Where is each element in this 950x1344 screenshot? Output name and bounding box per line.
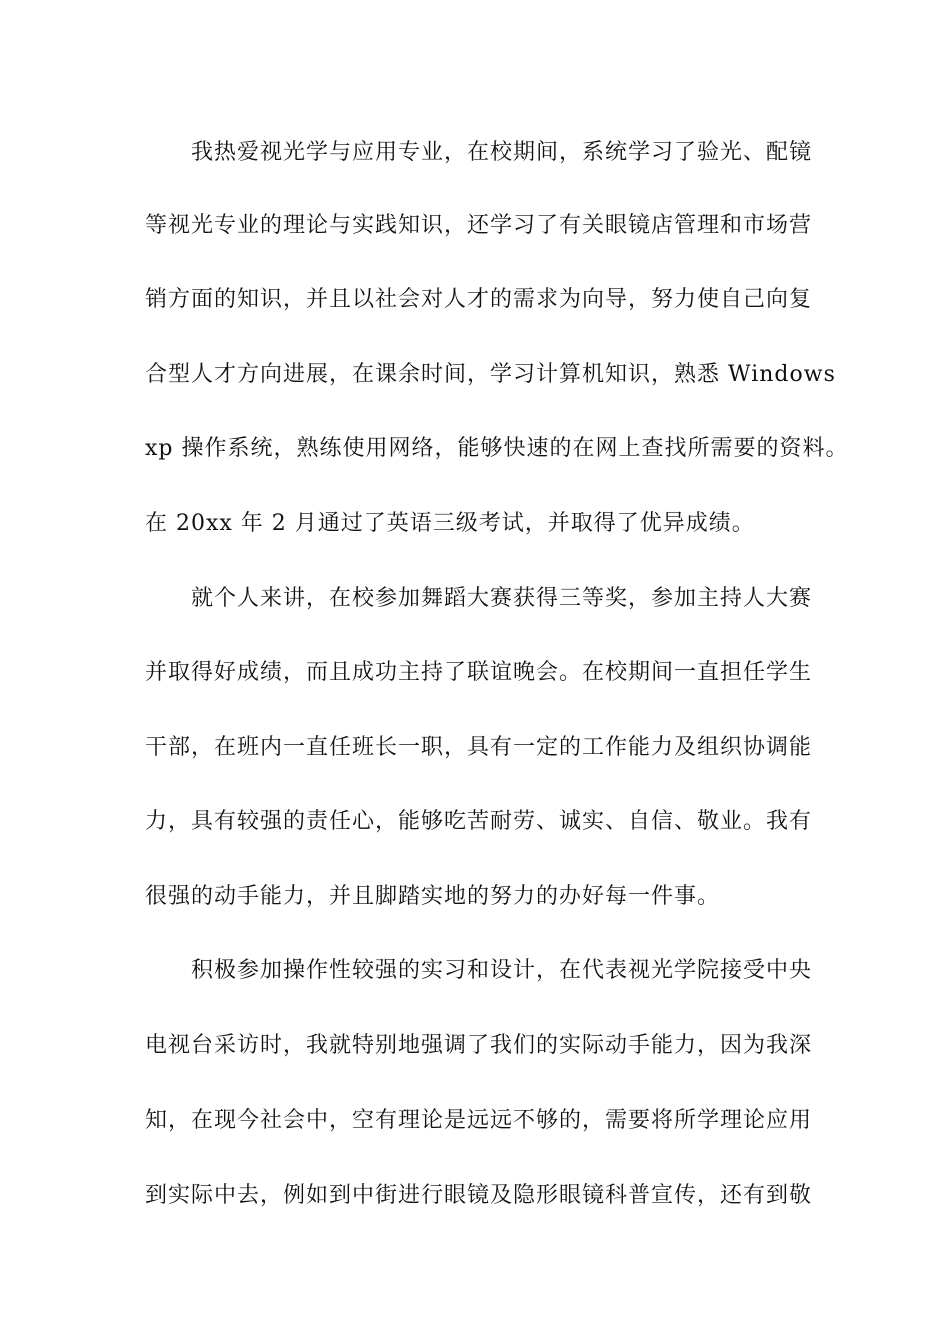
text-line: 销方面的知识，并且以社会对人才的需求为向导，努力使自己向复 [145,287,813,312]
text-line: 力，具有较强的责任心，能够吃苦耐劳、诚实、自信、敬业。我有 [145,809,813,834]
text-line: 在 20xx 年 2 月通过了英语三级考试，并取得了优异成绩。 [145,511,755,536]
text-line: 干部，在班内一直任班长一职，具有一定的工作能力及组织协调能 [145,735,813,760]
text-line: 积极参加操作性较强的实习和设计，在代表视光学院接受中央 [145,958,813,983]
text-line: xp 操作系统，熟练使用网络，能够快速的在网上查找所需要的资料。 [145,436,849,461]
text-line: 并取得好成绩，而且成功主持了联谊晚会。在校期间一直担任学生 [145,660,813,685]
text-line: 合型人才方向进展，在课余时间，学习计算机知识，熟悉 Windows [145,362,836,387]
text-line: 很强的动手能力，并且脚踏实地的努力的办好每一件事。 [145,884,721,909]
text-line: 到实际中去，例如到中街进行眼镜及隐形眼镜科普宣传，还有到敬 [145,1183,813,1208]
text-line: 就个人来讲，在校参加舞蹈大赛获得三等奖，参加主持人大赛 [145,586,813,611]
text-line: 我热爱视光学与应用专业，在校期间，系统学习了验光、配镜 [145,140,813,165]
text-line: 电视台采访时，我就特别地强调了我们的实际动手能力，因为我深 [145,1033,813,1058]
text-line: 等视光专业的理论与实践知识，还学习了有关眼镜店管理和市场营 [145,213,813,238]
text-line: 知，在现今社会中，空有理论是远远不够的，需要将所学理论应用 [145,1108,813,1133]
